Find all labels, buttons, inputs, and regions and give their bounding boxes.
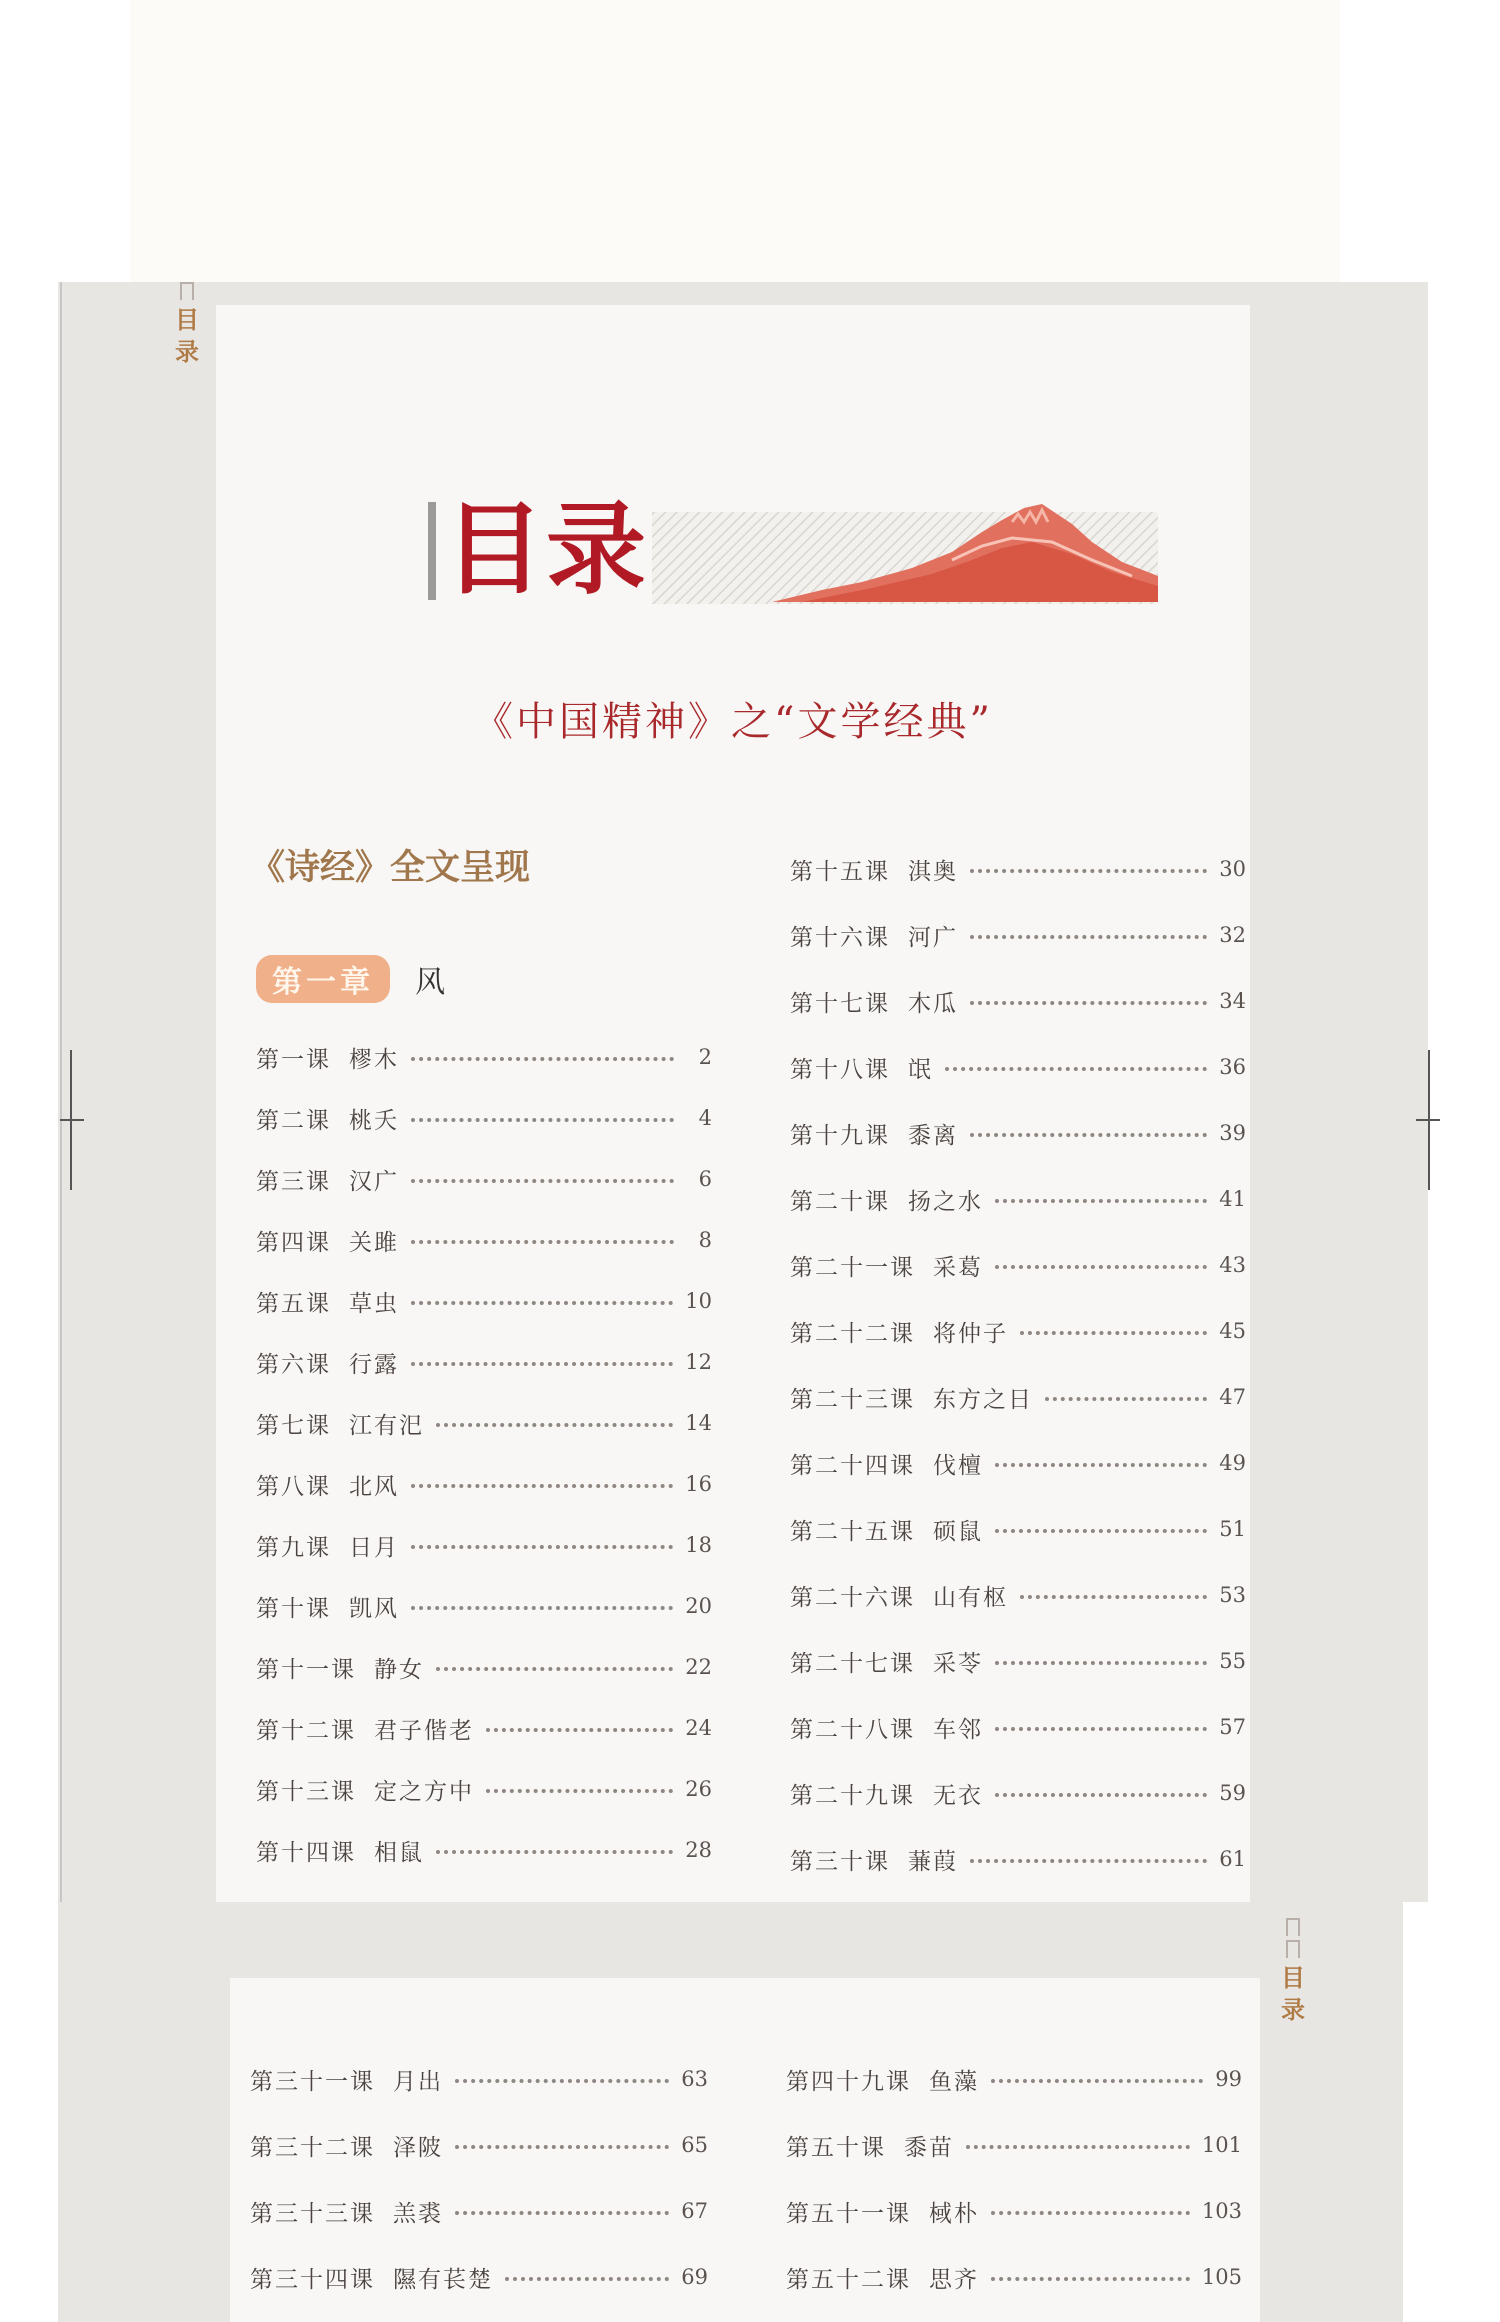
leader-dots — [995, 1265, 1207, 1269]
toc-entry[interactable] — [256, 1589, 712, 1623]
lesson-number: 第三十三课 — [250, 2200, 375, 2227]
leader-dots — [995, 1529, 1207, 1533]
leader-dots — [970, 1133, 1207, 1137]
leader-dots — [436, 1850, 673, 1854]
lesson-title: 羔裘 — [393, 2200, 443, 2227]
lesson-number: 第七课 — [256, 1412, 331, 1439]
fret-ornament-icon — [180, 282, 194, 300]
lesson-number: 第四十九课 — [786, 2068, 911, 2095]
leader-dots — [486, 1728, 673, 1732]
page-number: 43 — [1219, 1253, 1246, 1277]
page-number: 41 — [1219, 1187, 1246, 1211]
lesson-number: 第五十课 — [786, 2134, 886, 2161]
lesson-number: 第三十一课 — [250, 2068, 375, 2095]
toc-entry[interactable] — [786, 2128, 1242, 2162]
leader-dots — [411, 1057, 674, 1061]
lesson-title: 硕鼠 — [933, 1518, 983, 1545]
lesson-number: 第五十二课 — [786, 2266, 911, 2293]
lesson-number: 第五课 — [256, 1290, 331, 1317]
leader-dots — [966, 2145, 1190, 2149]
lesson-title: 定之方中 — [374, 1778, 474, 1805]
lesson-number: 第二十九课 — [790, 1782, 915, 1809]
side-tab-label: 目录 — [175, 305, 199, 366]
leader-dots — [411, 1545, 673, 1549]
lesson-number: 第四课 — [256, 1229, 331, 1256]
leader-dots — [991, 2211, 1190, 2215]
page-number: 2 — [698, 1045, 712, 1069]
lesson-number: 第十课 — [256, 1595, 331, 1622]
leader-dots — [455, 2145, 669, 2149]
fret-ornament-icon — [1286, 1940, 1300, 1958]
toc-entry[interactable] — [256, 1772, 712, 1806]
page-number: 61 — [1219, 1847, 1246, 1871]
toc-entry[interactable] — [790, 1248, 1246, 1282]
page-number: 34 — [1219, 989, 1246, 1013]
lesson-number: 第二十一课 — [790, 1254, 915, 1281]
crop-mark-left-h — [60, 1119, 84, 1121]
page-number: 55 — [1219, 1649, 1246, 1673]
fret-ornament-icon — [1286, 1918, 1300, 1936]
page-edge-line — [60, 282, 62, 1902]
lesson-number: 第十九课 — [790, 1122, 890, 1149]
lesson-number: 第十八课 — [790, 1056, 890, 1083]
lesson-title: 黍苗 — [904, 2134, 954, 2161]
leader-dots — [970, 869, 1207, 873]
leader-dots — [411, 1301, 673, 1305]
leader-dots — [1045, 1397, 1207, 1401]
lesson-number: 第十四课 — [256, 1839, 356, 1866]
toc-entry[interactable] — [250, 2194, 708, 2228]
lesson-number: 第二十八课 — [790, 1716, 915, 1743]
lesson-number: 第十五课 — [790, 858, 890, 885]
subtitle: 《中国精神》之“文学经典” — [473, 699, 993, 745]
page-number: 57 — [1219, 1715, 1246, 1739]
page-number: 4 — [698, 1106, 712, 1130]
lesson-title: 蒹葭 — [908, 1848, 958, 1875]
toc-entry[interactable] — [250, 2062, 708, 2096]
toc-entry[interactable] — [790, 918, 1246, 952]
toc-entry[interactable] — [786, 2260, 1242, 2294]
page-number: 26 — [685, 1777, 712, 1801]
toc-entry[interactable] — [256, 1345, 712, 1379]
lesson-number: 第十二课 — [256, 1717, 356, 1744]
lesson-title: 黍离 — [908, 1122, 958, 1149]
lesson-number: 第二十六课 — [790, 1584, 915, 1611]
lesson-title: 汉广 — [349, 1168, 399, 1195]
toc-entry[interactable] — [790, 852, 1246, 886]
lesson-number: 第三十二课 — [250, 2134, 375, 2161]
lesson-number: 第二十五课 — [790, 1518, 915, 1545]
lesson-title: 月出 — [393, 2068, 443, 2095]
chapter-badge: 第一章 — [256, 955, 390, 1003]
page-number: 101 — [1201, 2133, 1242, 2157]
leader-dots — [411, 1606, 673, 1610]
lesson-number: 第十一课 — [256, 1656, 356, 1683]
toc-entry[interactable] — [786, 2194, 1242, 2228]
lesson-title: 静女 — [374, 1656, 424, 1683]
side-tab-top — [172, 282, 202, 368]
lesson-title: 隰有苌楚 — [393, 2266, 493, 2293]
leader-dots — [1020, 1595, 1207, 1599]
page-number: 59 — [1219, 1781, 1246, 1805]
toc-entry[interactable] — [790, 1842, 1246, 1876]
toc-entry[interactable] — [256, 1223, 712, 1257]
lesson-title: 木瓜 — [908, 990, 958, 1017]
lesson-title: 采葛 — [933, 1254, 983, 1281]
lesson-number: 第三十课 — [790, 1848, 890, 1875]
page-number: 69 — [681, 2265, 708, 2289]
toc-entry[interactable] — [256, 1040, 712, 1074]
page-number: 49 — [1219, 1451, 1246, 1475]
title-block — [428, 491, 1158, 608]
toc-entry[interactable] — [256, 1833, 712, 1867]
lesson-title: 思齐 — [929, 2266, 979, 2293]
leader-dots — [995, 1727, 1207, 1731]
crop-mark-right-h — [1416, 1119, 1440, 1121]
page-number: 20 — [685, 1594, 712, 1618]
lesson-number: 第三十四课 — [250, 2266, 375, 2293]
lesson-number: 第八课 — [256, 1473, 331, 1500]
toc-entry[interactable] — [790, 1050, 1246, 1084]
toc-entry[interactable] — [256, 1284, 712, 1318]
lesson-number: 第二十课 — [790, 1188, 890, 1215]
lesson-title: 淇奥 — [908, 858, 958, 885]
lesson-title: 行露 — [349, 1351, 399, 1378]
leader-dots — [436, 1667, 673, 1671]
lesson-number: 第十七课 — [790, 990, 890, 1017]
lesson-title: 棫朴 — [929, 2200, 979, 2227]
toc-entry[interactable] — [256, 1711, 712, 1745]
lesson-number: 第二十四课 — [790, 1452, 915, 1479]
page-number: 16 — [685, 1472, 712, 1496]
lesson-title: 河广 — [908, 924, 958, 951]
page-number: 105 — [1201, 2265, 1242, 2289]
lesson-title: 凯风 — [349, 1595, 399, 1622]
page-number: 22 — [685, 1655, 712, 1679]
leader-dots — [411, 1179, 674, 1183]
leader-dots — [411, 1240, 674, 1244]
lesson-title: 山有枢 — [933, 1584, 1008, 1611]
toc-entry[interactable] — [790, 1512, 1246, 1546]
lesson-title: 采苓 — [933, 1650, 983, 1677]
page-number: 12 — [685, 1350, 712, 1374]
leader-dots — [455, 2211, 669, 2215]
lesson-number: 第九课 — [256, 1534, 331, 1561]
toc-entry[interactable] — [790, 1182, 1246, 1216]
leader-dots — [486, 1789, 673, 1793]
toc-entry[interactable] — [256, 1467, 712, 1501]
leader-dots — [995, 1793, 1207, 1797]
toc-entry[interactable] — [790, 1710, 1246, 1744]
toc-entry[interactable] — [790, 1116, 1246, 1150]
toc-entry[interactable] — [256, 1162, 712, 1196]
lesson-number: 第六课 — [256, 1351, 331, 1378]
lesson-title: 相鼠 — [374, 1839, 424, 1866]
leader-dots — [991, 2079, 1203, 2083]
toc-entry[interactable] — [790, 1314, 1246, 1348]
lesson-number: 第十六课 — [790, 924, 890, 951]
lesson-number: 第三课 — [256, 1168, 331, 1195]
leader-dots — [411, 1118, 674, 1122]
page-number: 67 — [681, 2199, 708, 2223]
great-wall-banner-icon — [652, 502, 1158, 604]
page-number: 14 — [685, 1411, 712, 1435]
lesson-title: 伐檀 — [933, 1452, 983, 1479]
page-number: 39 — [1219, 1121, 1246, 1145]
toc-entry[interactable] — [256, 1406, 712, 1440]
page-number: 103 — [1201, 2199, 1242, 2223]
leader-dots — [411, 1362, 673, 1366]
lesson-title: 氓 — [908, 1056, 933, 1083]
leader-dots — [1020, 1331, 1207, 1335]
toc-entry[interactable] — [250, 2128, 708, 2162]
lesson-number: 第二十七课 — [790, 1650, 915, 1677]
page-number: 45 — [1219, 1319, 1246, 1343]
lesson-title: 泽陂 — [393, 2134, 443, 2161]
section-heading: 《诗经》全文呈现 — [250, 847, 531, 888]
page-number: 24 — [685, 1716, 712, 1740]
title-accent-bar — [428, 502, 436, 600]
page-title: 目录 — [444, 491, 648, 608]
leader-dots — [995, 1199, 1207, 1203]
page-number: 63 — [681, 2067, 708, 2091]
toc-entry[interactable] — [790, 1380, 1246, 1414]
lesson-title: 扬之水 — [908, 1188, 983, 1215]
toc-entry[interactable] — [790, 1578, 1246, 1612]
toc-entry[interactable] — [256, 1101, 712, 1135]
leader-dots — [945, 1067, 1207, 1071]
toc-entry[interactable] — [786, 2062, 1242, 2096]
page-number: 53 — [1219, 1583, 1246, 1607]
lesson-title: 无衣 — [933, 1782, 983, 1809]
page-number: 30 — [1219, 857, 1246, 881]
page-number: 51 — [1219, 1517, 1246, 1541]
leader-dots — [995, 1463, 1207, 1467]
leader-dots — [436, 1423, 673, 1427]
page-number: 28 — [685, 1838, 712, 1862]
toc-entry[interactable] — [256, 1650, 712, 1684]
lesson-title: 鱼藻 — [929, 2068, 979, 2095]
leader-dots — [970, 1001, 1207, 1005]
leader-dots — [995, 1661, 1207, 1665]
leader-dots — [505, 2277, 669, 2281]
lesson-title: 日月 — [349, 1534, 399, 1561]
chapter-heading — [256, 955, 445, 1003]
lesson-number: 第二十三课 — [790, 1386, 915, 1413]
page-number: 99 — [1215, 2067, 1242, 2091]
leader-dots — [991, 2277, 1190, 2281]
lesson-title: 将仲子 — [933, 1320, 1008, 1347]
toc-entry[interactable] — [790, 1644, 1246, 1678]
page-number: 65 — [681, 2133, 708, 2157]
lesson-number: 第二课 — [256, 1107, 331, 1134]
toc-entry[interactable] — [250, 2260, 708, 2294]
leader-dots — [455, 2079, 669, 2083]
page-number: 18 — [685, 1533, 712, 1557]
lesson-title: 北风 — [349, 1473, 399, 1500]
lesson-title: 关雎 — [349, 1229, 399, 1256]
toc-entry[interactable] — [790, 984, 1246, 1018]
page-number: 32 — [1219, 923, 1246, 947]
leader-dots — [411, 1484, 673, 1488]
lesson-title: 樛木 — [349, 1046, 399, 1073]
lesson-number: 第五十一课 — [786, 2200, 911, 2227]
side-tab-bottom — [1278, 1918, 1308, 2026]
side-tab-label: 目录 — [1281, 1963, 1305, 2024]
page-number: 10 — [685, 1289, 712, 1313]
lesson-number: 第十三课 — [256, 1778, 356, 1805]
lesson-number: 第一课 — [256, 1046, 331, 1073]
page-number: 8 — [698, 1228, 712, 1252]
lesson-title: 君子偕老 — [374, 1717, 474, 1744]
chapter-name: 风 — [415, 965, 446, 1000]
lesson-title: 车邻 — [933, 1716, 983, 1743]
lesson-title: 江有汜 — [349, 1412, 424, 1439]
lesson-title: 桃夭 — [349, 1107, 399, 1134]
top-blank-area — [130, 0, 1340, 282]
toc-entry[interactable] — [790, 1776, 1246, 1810]
toc-entry[interactable] — [790, 1446, 1246, 1480]
page-number: 6 — [698, 1167, 712, 1191]
leader-dots — [970, 935, 1207, 939]
leader-dots — [970, 1859, 1207, 1863]
toc-entry[interactable] — [256, 1528, 712, 1562]
lesson-title: 东方之日 — [933, 1386, 1033, 1413]
lesson-number: 第二十二课 — [790, 1320, 915, 1347]
lesson-title: 草虫 — [349, 1290, 399, 1317]
page-number: 36 — [1219, 1055, 1246, 1079]
page-number: 47 — [1219, 1385, 1246, 1409]
